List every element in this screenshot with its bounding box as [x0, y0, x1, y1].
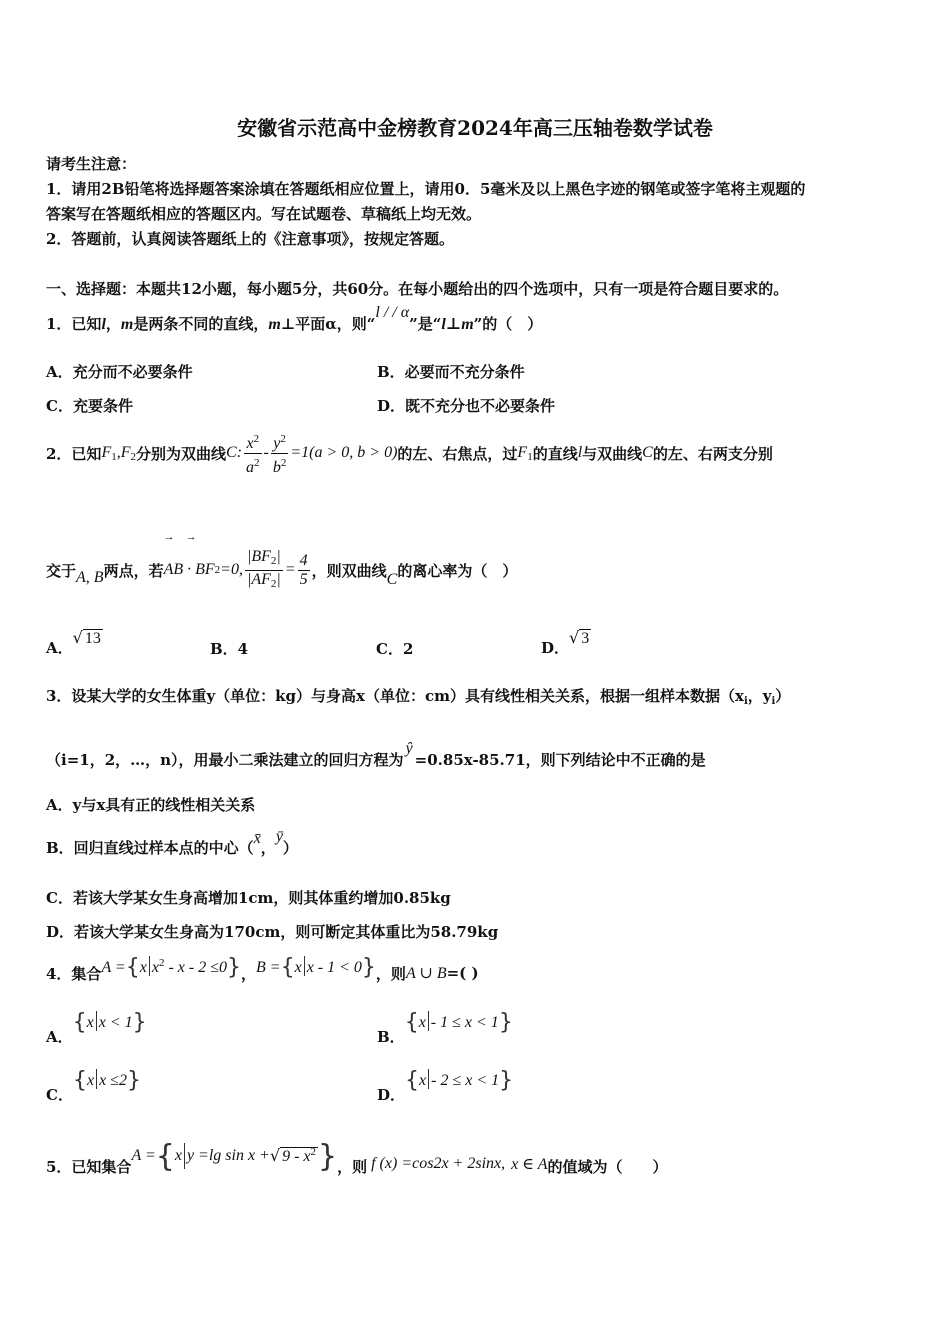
q1-m: m: [268, 316, 281, 333]
q2-option-d[interactable]: D． √ 3: [541, 628, 590, 657]
question-2-line-1: [46, 428, 773, 478]
q3-option-d[interactable]: D．若该大学某女生身高为170cm，则可断定其体重比为58.79kg: [46, 923, 499, 941]
q1-lm: l⊥m: [441, 316, 474, 333]
q4-option-d[interactable]: D． {x - 2 ≤ x < 1}: [377, 1067, 514, 1104]
q2-text: 交于: [46, 561, 77, 580]
q4-option-c[interactable]: C． {x x ≤2}: [46, 1067, 141, 1104]
q1-option-d[interactable]: D．既不充分也不必要条件: [377, 397, 556, 415]
question-3-line-1: 3．设某大学的女生体重y（单位：kg）与身高x（单位：cm）具有线性相关关系，根据一组样本数据（$x_i$，$y_i$）: [46, 687, 791, 707]
q1-text: ，: [105, 315, 121, 333]
q1-formula: l / / α: [375, 304, 410, 321]
q5-set-a: A = { x y =lg sin x + √ $9 - x^2$ }: [131, 1138, 338, 1174]
q4-union: A ∪ B: [405, 965, 447, 982]
q1-option-c[interactable]: C．充要条件: [46, 397, 133, 415]
q1-option-a[interactable]: A．充分而不必要条件: [46, 363, 193, 381]
q2-text: 的左、右两支分别: [652, 444, 773, 463]
q1-m: m: [120, 316, 134, 333]
q1-text: ⊥平面α，则“: [280, 315, 376, 333]
q3-option-c[interactable]: C．若该大学某女生身高增加1cm，则其体重约增加0.85kg: [46, 889, 451, 907]
page-title: 安徽省示范高中金榜教育2024年高三压轴卷数学试卷: [237, 116, 713, 140]
q2-c: C: [642, 444, 653, 461]
q2-l: l: [577, 444, 583, 461]
q2-option-c[interactable]: C．2: [376, 640, 414, 658]
q3-yhat: ŷ: [405, 740, 413, 757]
q2-text: 两点，若: [103, 561, 164, 580]
q1-text: 是两条不同的直线，: [133, 315, 269, 333]
q2-text: 的直线: [532, 444, 578, 463]
q1-text: ”是“: [409, 315, 442, 333]
q2-text: 与双曲线: [582, 444, 643, 463]
question-3-line-2: （i=1，2，…，n），用最小二乘法建立的回归方程为 ŷ =0.85x-85.71，则下列结论中不正确的是: [46, 740, 706, 769]
notice-heading: 请考生注意：: [46, 155, 137, 173]
q1-text: 1．已知: [46, 315, 102, 333]
q4-set-a: A ={x $x^2 - x - 2 \le 0$}: [101, 954, 241, 980]
q2-text: 2．已知: [46, 444, 102, 463]
q2-c: C: [386, 571, 398, 588]
q2-hyperbola-equation: C : $\frac{x^2}{a^2}$ - $\frac{y^2}{b^2}$ =1 (a > 0, b > 0): [226, 430, 397, 477]
q5-domain: x ∈ A: [511, 1156, 548, 1173]
q4-option-b[interactable]: B． {x - 1 ≤ x < 1}: [377, 1009, 513, 1046]
notice-line-3: 2．答题前，认真阅读答题纸上的《注意事项》，按规定答题。: [46, 230, 454, 248]
notice-line-2: 答案写在答题纸相应的答题区内。写在试题卷、草稿纸上均无效。: [46, 205, 482, 223]
q3-xbar: x̄: [253, 830, 261, 847]
q1-l: l: [101, 316, 106, 333]
q4-option-a[interactable]: A． {x x < 1}: [46, 1009, 147, 1046]
q1-option-b[interactable]: B．必要而不充分条件: [377, 363, 525, 381]
q3-ybar: ȳ: [275, 828, 283, 845]
q2-option-a[interactable]: A． √ 13: [46, 628, 101, 657]
section-heading: 一、选择题：本题共12小题，每小题5分，共60分。在每小题给出的四个选项中，只有一项是符合题目要求的。: [46, 280, 789, 298]
q2-vector-arrows: → →: [163, 530, 197, 543]
notice-line-1: 1．请用2B铅笔将选择题答案涂填在答题纸相应位置上，请用0．5毫米及以上黑色字迹的钢笔或签字笔将主观题的: [46, 180, 806, 198]
q2-text: 的离心率为（ ）: [397, 561, 518, 580]
q5-function: f (x) =cos2x + 2sinx,: [371, 1155, 506, 1172]
q1-text: ”的（ ）: [473, 315, 543, 333]
q2-vector-condition: → → AB · BF 2 =0, $\frac{|BF_2|}{|AF_2|}$ = $\frac{4}{5}$: [164, 548, 312, 593]
question-2-line-2: [46, 530, 518, 602]
q3-option-b[interactable]: B．回归直线过样本点的中心（ x̄ ， ȳ ）: [46, 828, 298, 857]
question-4: 4．集合 A ={x $x^2 - x - 2 \le 0$} ， B ={x x - 1 < 0} ，则 A ∪ B =( ): [46, 954, 479, 983]
question-1: [46, 304, 543, 334]
q2-text: 分别为双曲线: [136, 444, 227, 463]
q2-f1b: $F_1$: [517, 443, 533, 463]
q2-text: ，则双曲线: [311, 561, 387, 580]
q2-f1: $F_1,F_2$: [101, 443, 136, 463]
q4-set-b: B ={x x - 1 < 0}: [256, 954, 376, 980]
q2-text: 的左、右焦点，过: [397, 444, 518, 463]
q2-option-b[interactable]: B．4: [210, 640, 249, 658]
q2-ab: A, B: [76, 569, 104, 586]
question-5: 5．已知集合 A = { x y =lg sin x + √ $9 - x^2$ } ，则 f (x) =cos2x + 2sinx, x ∈ A 的值域为（ ）: [46, 1138, 668, 1176]
q3-option-a[interactable]: A．y与x具有正的线性相关关系: [46, 796, 256, 814]
